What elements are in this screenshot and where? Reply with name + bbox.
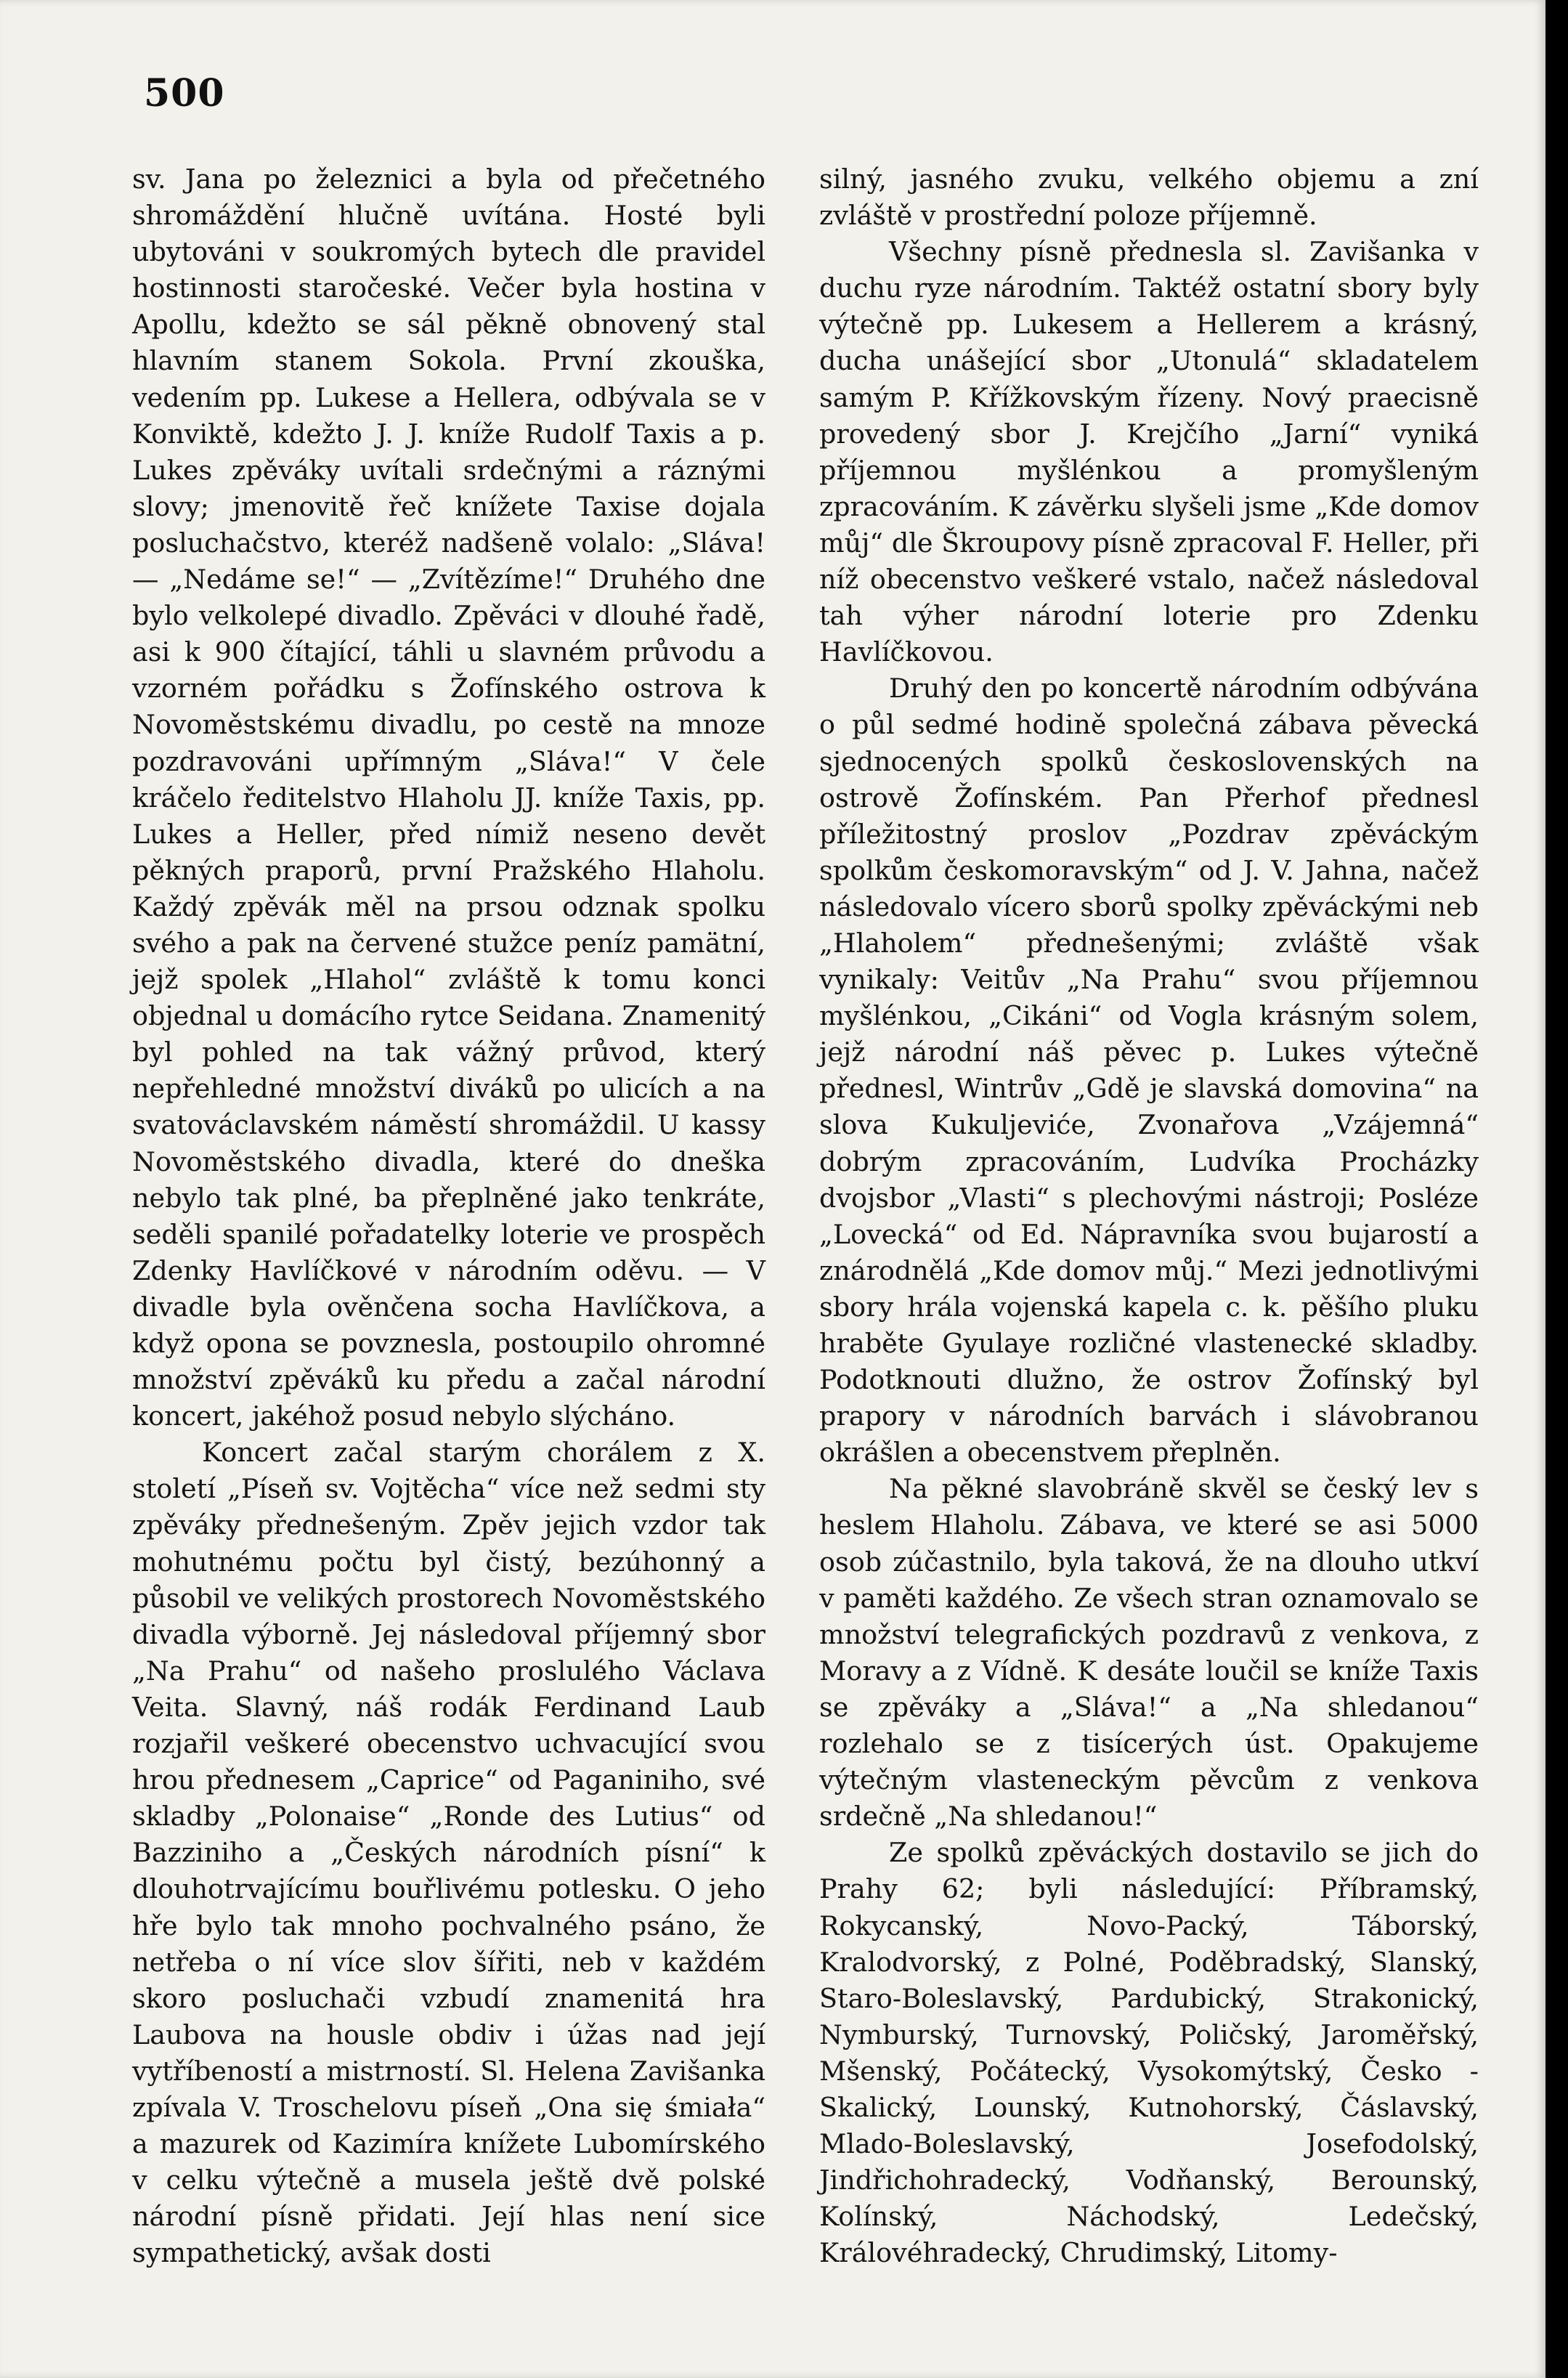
paragraph: Na pěkné slavobráně skvěl se český lev s heslem Hlaholu. Zábava, ve které se asi 5000 osob zúčastnilo, byla taková, že na dlouho utkví v paměti každého. Ze všech stran oznamovalo se množství telegrafických pozdravů z venkova, z Moravy a z Vídně. K desáte loučil se kníže Taxis se zpěváky a „Sláva!“ a „Na shledanou“ rozlehalo se z tisícerých úst. Opakujeme výtečným vlasteneckým pěvcům z venkova srdečně „Na shledanou!“ <box>819 1473 1479 1833</box>
right-text-column <box>819 161 1479 2271</box>
paragraph: Druhý den po koncertě národním odbývána o půl sedmé hodině společná zábava pěvecká sjednocených spolků československých na ostrově Žofínském. Pan Přerhof přednesl příležitostný proslov „Pozdrav zpěváckým spolkům českomoravským“ od J. V. Jahna, načež následovalo vícero sborů spolky zpěváckými neb „Hlaholem“ přednešenými; zvláště však vynikaly: Veitův „Na Prahu“ svou příjemnou myšlénkou, „Cikáni“ od Vogla krásným solem, jejž národní náš pěvec p. Lukes výtečně přednesl, Wintrův „Gdě je slavská domovina“ na slova Kukuljeviće, Zvonařova „Vzájemná“ dobrým zpracováním, Ludvíka Procházky dvojsbor „Vlasti“ s plechovými nástroji; Posléze „Lovecká“ od Ed. Nápravníka svou bujarostí a znárodnělá „Kde domov můj.“ Mezi jednotlivými sbory hrála vojenská kapela c. k. pěšího pluku hraběte Gyulaye rozličné vlastenecké skladby. Podotknouti dlužno, že ostrov Žofínský byl prapory v národních barvách i slávobranou okrášlen a obecenstvem přeplněn. <box>819 673 1479 1469</box>
paragraph: silný, jasného zvuku, velkého objemu a zní zvláště v prostřední poloze příjemně. <box>819 163 1479 232</box>
paragraph: Ze spolků zpěváckých dostavilo se jich do Prahy 62; byli následující: Příbramský, Rokycanský, Novo-Packý, Táborský, Kralodvorský, z Polné, Poděbradský, Slanský, Staro-Boleslavský, Pardubický, Strakonický, Nymburský, Turnovský, Poličský, Jaroměřský, Mšenský, Počátecký, Vysokomýtský, Česko - Skalický, Lounský, Kutnohorský, Čáslavský, Mlado-Boleslavský, Josefodolský, Jindřichohradecký, Vodňanský, Berounský, Kolínský, Náchodský, Ledečský, Královéhradecký, Chrudimský, Litomy- <box>819 1837 1479 2269</box>
paragraph: Všechny písně přednesla sl. Zavišanka v duchu ryze národním. Taktéž ostatní sbory byly výtečně pp. Lukesem a Hellerem a krásný, ducha unášející sbor „Utonulá“ skladatelem samým P. Křížkovským řízeny. Nový praecisně provedený sbor J. Krejčího „Jarní“ vyniká příjemnou myšlénkou a promyšleným zpracováním. K závěrku slyšeli jsme „Kde domov můj“ dle Škroupovy písně zpracoval F. Heller, při níž obecenstvo veškeré vstalo, načež následoval tah výher národní loterie pro Zdenku Havlíčkovou. <box>819 236 1479 668</box>
page-number: 500 <box>144 71 225 115</box>
paragraph: Koncert začal starým chorálem z X. století „Píseň sv. Vojtěcha“ více než sedmi sty zpěváky přednešeným. Zpěv jejich vzdor tak mohutnému počtu byl čistý, bezúhonný a působil ve velikých prostorech Novoměstského divadla výborně. Jej následoval příjemný sbor „Na Prahu“ od našeho proslulého Václava Veita. Slavný, náš rodák Ferdinand Laub rozjařil veškeré obecenstvo uchvacující svou hrou přednesem „Caprice“ od Paganiniho, své skladby „Polonaise“ „Ronde des Lutius“ od Bazziniho a „Českých národních písní“ k dlouhotrvajícímu bouřlivému potlesku. O jeho hře bylo tak mnoho pochvalného psáno, že netřeba o ní více slov šířiti, neb v každém skoro posluchači vzbudí znamenitá hra Laubova na housle obdiv i úžas nad její vytříbeností a mistrností. Sl. Helena Zavišanka zpívala V. Troschelovu píseň „Ona się śmiała“ a mazurek od Kazimíra knížete Lubomírského v celku výtečně a musela ještě dvě polské národní písně přidati. Její hlas není sice sympathetický, avšak dosti <box>132 1437 765 2269</box>
paragraph: sv. Jana po železnici a byla od přečetného shromáždění hlučně uvítána. Hosté byli ubytováni v soukromých bytech dle pravidel hostinnosti staročeské. Večer byla hostina v Apollu, kdežto se sál pěkně obnovený stal hlavním stanem Sokola. První zkouška, vedením pp. Lukese a Hellera, odbývala se v Konviktě, kdežto J. J. kníže Rudolf Taxis a p. Lukes zpěváky uvítali srdečnými a ráznými slovy; jmenovitě řeč knížete Taxise dojala posluchačstvo, kteréž nadšeně volalo: „Sláva! — „Nedáme se!“ — „Zvítězíme!“ Druhého dne bylo velkolepé divadlo. Zpěváci v dlouhé řadě, asi k 900 čítající, táhli u slavném průvodu a vzorném pořádku s Žofínského ostrova k Novoměstskému divadlu, po cestě na mnoze pozdravováni upřímným „Sláva!“ V čele kráčelo ředitelstvo Hlaholu JJ. kníže Taxis, pp. Lukes a Heller, před nímiž neseno devět pěkných praporů, první Pražského Hlaholu. Každý zpěvák měl na prsou odznak spolku svého a pak na červené stužce peníz pamätní, jejž spolek „Hlahol“ zvláště k tomu konci objednal u domácího rytce Seidana. Znamenitý byl pohled na tak vážný průvod, který nepřehledné množství diváků po ulicích a na svatováclavském náměstí shromáždil. U kassy Novoměstského divadla, které do dneška nebylo tak plné, ba přeplněné jako tenkráte, seděli spanilé pořadatelky loterie ve prospěch Zdenky Havlíčkové v národním oděvu. — V divadle byla ověnčena socha Havlíčkova, a když opona se povznesla, postoupilo ohromné množství zpěváků ku předu a začal národní koncert, jakéhož posud nebylo slýcháno. <box>132 163 765 1432</box>
left-text-column <box>132 161 765 2271</box>
